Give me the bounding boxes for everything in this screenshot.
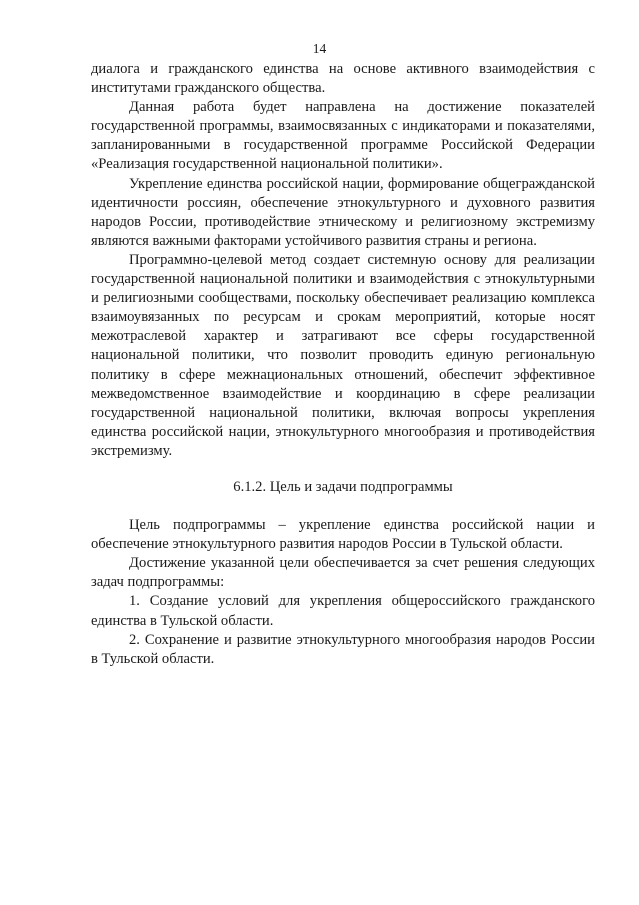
paragraph-subprogram-goal: Цель подпрограммы – укрепление единства российской нации и обеспечение этнокультурного развития народов России в Тульской области. xyxy=(91,517,595,553)
paragraph-program-method: Программно-целевой метод создает системную основу для реализации государственной национальной политики и взаимодействия с этнокультурными и религиозными сообществами, поскольку обеспечивает реализацию комплекса взаимоувязанных по ресурсам и срокам мероприятий, которые носят межотраслевой характер и затрагивают все сферы государственной национальной политики, что позволит проводить единую региональную политику в сфере межнациональных отношений, обеспечит эффективное межведомственное взаимодействие и координацию в сфере реализации государственной национальной политики, включая вопросы укрепления единства российской нации, этнокультурного многообразия и противодействия экстремизму. xyxy=(91,251,595,459)
task-item-1: 1. Создание условий для укрепления общероссийского гражданского единства в Тульской области. xyxy=(91,593,595,629)
paragraph-continuation: диалога и гражданского единства на основе активного взаимодействия с институтами гражданского общества. xyxy=(91,61,595,97)
document-body xyxy=(91,60,595,669)
section-heading: 6.1.2. Цель и задачи подпрограммы xyxy=(233,478,453,495)
paragraph-program-goals: Данная работа будет направлена на достижение показателей государственной программы, взаимосвязанных с индикаторами и показателями, запланированными в государственной программе Российской Федерации «Реализация государственной национальной политики». xyxy=(91,99,595,173)
paragraph-unity-strengthening: Укрепление единства российской нации, формирование общегражданской идентичности россиян, обеспечение этнокультурного и духовного развития народов России, противодействие этническому и религиозному экстремизму являются важными факторами устойчивого развития страны и региона. xyxy=(91,175,595,249)
page-number: 14 xyxy=(312,41,327,56)
task-item-2: 2. Сохранение и развитие этнокультурного многообразия народов России в Тульской области. xyxy=(91,631,595,667)
paragraph-goal-achievement: Достижение указанной цели обеспечивается за счет решения следующих задач подпрограммы: xyxy=(91,555,595,591)
